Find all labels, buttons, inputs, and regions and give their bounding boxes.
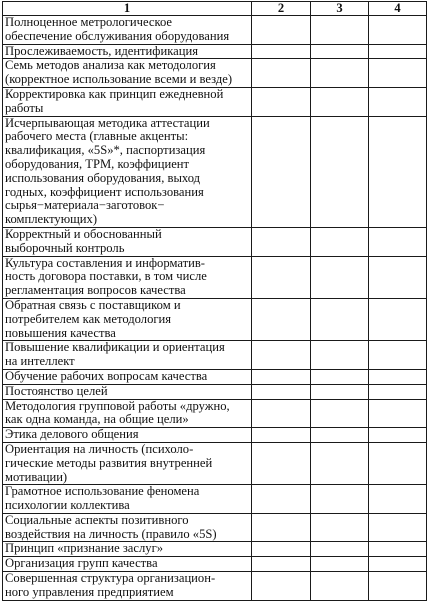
criterion-cell — [3, 485, 252, 514]
criterion-cell — [3, 298, 252, 340]
score-cell-col-4 — [369, 59, 427, 88]
criterion-text-line: мотивации) — [5, 469, 68, 484]
table-row — [3, 542, 427, 557]
criterion-text-line: Методология групповой работы «дружно, — [5, 399, 230, 413]
criterion-cell — [3, 227, 252, 256]
criterion-text-line: Культура составления и информатив- — [5, 256, 205, 270]
criterion-text-line: Обратная связь с поставщиком и — [5, 298, 181, 312]
score-cell-col-2 — [252, 59, 311, 88]
score-cell-col-4 — [369, 513, 427, 542]
score-cell-col-3 — [311, 116, 369, 227]
criterion-text-line: Принцип «признание заслуг» — [5, 541, 164, 556]
table-row — [3, 399, 427, 428]
column-header-3: 3 — [311, 2, 369, 16]
score-cell-col-4 — [369, 557, 427, 572]
criterion-cell — [3, 59, 252, 88]
score-cell-col-3 — [311, 341, 369, 370]
criterion-text-line: на интеллект — [5, 354, 75, 369]
score-cell-col-3 — [311, 298, 369, 340]
criterion-cell — [3, 369, 252, 384]
criterion-text-line: оборудования, ТРМ, коэффициент — [5, 156, 190, 171]
criterion-text-line: ность договора поставки, в том числе — [5, 269, 207, 284]
criterion-text-line: Этика делового общения — [5, 427, 139, 442]
criterion-cell — [3, 572, 252, 601]
score-cell-col-3 — [311, 59, 369, 88]
criterion-text-line: Обучение рабочих вопросам качества — [5, 369, 208, 383]
criterion-text-line: Организация групп качества — [5, 556, 158, 571]
score-cell-col-4 — [369, 298, 427, 340]
score-cell-col-2 — [252, 341, 311, 370]
criterion-text-line: ного управления предприятием — [5, 584, 174, 599]
criterion-text-line: годных, коэффициент использования — [5, 184, 204, 199]
criterion-text-line: Постоянство целей — [5, 384, 108, 398]
criterion-text-line: воздействия на личность (правило «5S) — [5, 526, 217, 541]
table-body — [3, 16, 427, 601]
criterion-text-line: Семь методов анализа как методология — [5, 58, 216, 73]
score-cell-col-3 — [311, 369, 369, 384]
table-row — [3, 369, 427, 384]
score-cell-col-3 — [311, 428, 369, 443]
criterion-text-line: рабочего места (главные акценты: — [5, 129, 189, 144]
score-cell-col-4 — [369, 572, 427, 601]
score-cell-col-3 — [311, 384, 369, 399]
criterion-text-line: квалификация, «5S»*, паспортизация — [5, 143, 206, 158]
criterion-text-line: Ориентация на личность (психоло- — [5, 442, 194, 456]
criterion-text-line: (корректное использование всеми и везде) — [5, 72, 233, 87]
score-cell-col-4 — [369, 442, 427, 484]
score-cell-col-4 — [369, 116, 427, 227]
table-row — [3, 485, 427, 514]
criterion-text-line: Повышение квалификации и ориентация — [5, 340, 225, 355]
criterion-cell — [3, 442, 252, 484]
criterion-text-line: Полноценное метрологическое — [5, 15, 173, 29]
criterion-cell — [3, 341, 252, 370]
score-cell-col-2 — [252, 256, 311, 298]
criterion-text-line: работы — [5, 100, 44, 115]
table-row — [3, 16, 427, 45]
criterion-text-line: выборочный контроль — [5, 240, 125, 255]
score-cell-col-3 — [311, 572, 369, 601]
score-cell-col-4 — [369, 384, 427, 399]
score-cell-col-4 — [369, 44, 427, 59]
score-cell-col-2 — [252, 16, 311, 45]
table-row — [3, 256, 427, 298]
criterion-text-line: Совершенная структура организацион- — [5, 571, 216, 586]
table-row — [3, 227, 427, 256]
table-row — [3, 87, 427, 116]
criterion-cell — [3, 542, 252, 557]
criterion-text-line: Прослеживаемость, идентификация — [5, 44, 198, 58]
score-cell-col-2 — [252, 557, 311, 572]
criterion-cell — [3, 87, 252, 116]
criterion-text-line: психологии коллектива — [5, 498, 130, 513]
score-cell-col-2 — [252, 399, 311, 428]
table-row — [3, 59, 427, 88]
score-cell-col-4 — [369, 369, 427, 384]
score-cell-col-2 — [252, 87, 311, 116]
table-row — [3, 298, 427, 340]
score-cell-col-2 — [252, 227, 311, 256]
criterion-cell — [3, 428, 252, 443]
score-cell-col-3 — [311, 513, 369, 542]
score-cell-col-4 — [369, 428, 427, 443]
score-cell-col-2 — [252, 116, 311, 227]
criterion-cell — [3, 116, 252, 227]
criterion-text-line: как одна команда, на общие цели» — [5, 412, 189, 427]
criterion-cell — [3, 513, 252, 542]
criterion-text-line: регламентация вопросов качества — [5, 283, 186, 298]
score-cell-col-4 — [369, 341, 427, 370]
score-cell-col-2 — [252, 542, 311, 557]
column-header-4: 4 — [369, 2, 427, 16]
criterion-text-line: комплектующих) — [5, 212, 98, 227]
score-cell-col-4 — [369, 256, 427, 298]
score-cell-col-3 — [311, 485, 369, 514]
criterion-text-line: использования оборудования, выход — [5, 170, 201, 185]
score-cell-col-3 — [311, 44, 369, 59]
criterion-text-line: Грамотное использование феномена — [5, 484, 200, 499]
score-cell-col-2 — [252, 369, 311, 384]
criterion-text-line: гические методы развития внутренней — [5, 455, 213, 470]
header-row — [3, 2, 427, 16]
evaluation-table — [2, 1, 427, 601]
criterion-cell — [3, 16, 252, 45]
criterion-text-line: потребителем как методология — [5, 311, 172, 326]
column-header-1: 1 — [3, 2, 252, 16]
score-cell-col-2 — [252, 442, 311, 484]
score-cell-col-3 — [311, 442, 369, 484]
score-cell-col-2 — [252, 428, 311, 443]
score-cell-col-3 — [311, 256, 369, 298]
criterion-cell — [3, 557, 252, 572]
criterion-text-line: Корректировка как принцип ежедневной — [5, 87, 224, 101]
criterion-cell — [3, 256, 252, 298]
score-cell-col-3 — [311, 16, 369, 45]
score-cell-col-4 — [369, 16, 427, 45]
score-cell-col-4 — [369, 542, 427, 557]
table-row — [3, 572, 427, 601]
table-row — [3, 428, 427, 443]
score-cell-col-3 — [311, 399, 369, 428]
score-cell-col-2 — [252, 513, 311, 542]
criterion-text-line: сырья−материала−заготовок− — [5, 198, 165, 213]
score-cell-col-3 — [311, 227, 369, 256]
table-row — [3, 557, 427, 572]
score-cell-col-3 — [311, 87, 369, 116]
column-header-2: 2 — [252, 2, 311, 16]
score-cell-col-4 — [369, 485, 427, 514]
criterion-text-line: повышения качества — [5, 325, 116, 340]
table-row — [3, 44, 427, 59]
table-row — [3, 513, 427, 542]
criterion-text-line: обеспечение обслуживания оборудования — [5, 28, 230, 43]
score-cell-col-2 — [252, 384, 311, 399]
score-cell-col-4 — [369, 399, 427, 428]
criterion-cell — [3, 399, 252, 428]
table-row — [3, 116, 427, 227]
criterion-text-line: Исчерпывающая методика аттестации — [5, 116, 210, 130]
score-cell-col-2 — [252, 485, 311, 514]
score-cell-col-2 — [252, 572, 311, 601]
score-cell-col-2 — [252, 298, 311, 340]
score-cell-col-3 — [311, 542, 369, 557]
score-cell-col-4 — [369, 227, 427, 256]
criterion-cell — [3, 384, 252, 399]
table-row — [3, 341, 427, 370]
criterion-text-line: Корректный и обоснованный — [5, 227, 162, 241]
score-cell-col-2 — [252, 44, 311, 59]
criterion-text-line: Социальные аспекты позитивного — [5, 513, 189, 527]
table-row — [3, 442, 427, 484]
table-row — [3, 384, 427, 399]
score-cell-col-3 — [311, 557, 369, 572]
criterion-cell — [3, 44, 252, 59]
score-cell-col-4 — [369, 87, 427, 116]
